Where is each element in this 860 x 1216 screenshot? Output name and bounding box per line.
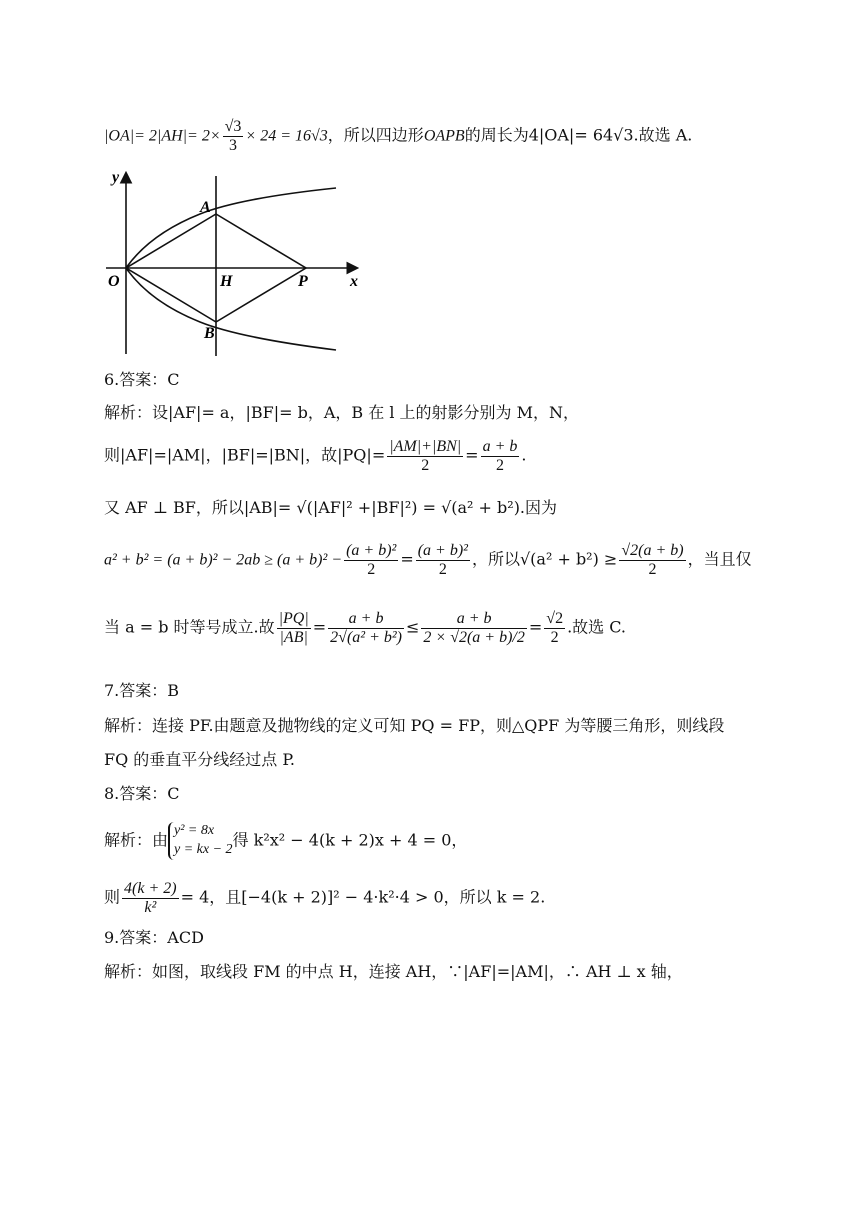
label-h: H <box>220 273 233 290</box>
fraction-sqrt3-over-3: $\frac{√3}{3}$ <box>224 118 242 154</box>
fraction-pq-over-ab: $\frac{|PQ|}{|AB|}$ <box>278 610 309 646</box>
explanation-6-line1: 解析：设|AF|= a，|BF|= b，A，B 在 l 上的射影分别为 M，N， <box>104 403 580 422</box>
equation-system: y² = 8x y = kx − 2 <box>168 822 233 860</box>
explanation-9-line1: 解析：如图，取线段 FM 的中点 H，连接 AH，∵|AF|=|AM|，∴ AH ⊥ x 轴， <box>104 962 683 981</box>
explanation-6-line2: 则|AF|=|AM|，|BF|=|BN|，故|PQ|= $\frac{|AM|+|BN|}{2}$ = $\frac{a + b}{2}$ . <box>104 438 527 474</box>
fraction-ab-sq-over-2: $\frac{\text{(a + b)²}}{2}$ <box>346 542 397 578</box>
label-x: x <box>350 273 358 290</box>
explanation-8-line2: 则 $\frac{4(k + 2)}{\text{k²}}$ = 4，且[−4(k + 2)]² − 4·k²·4 > 0，所以 k = 2. <box>104 880 546 916</box>
label-o: O <box>108 273 120 290</box>
fraction-sqrt2-over-2: $\frac{√2}{2}$ <box>546 610 564 646</box>
answer-7: 7.答案：B <box>104 681 180 700</box>
fraction-a-plus-b: $\frac{a + b}{2}$ <box>482 438 518 474</box>
quad-name: OAPB <box>423 127 465 145</box>
answer-8: 8.答案：C <box>104 784 180 803</box>
explanation-7-line2: FQ 的垂直平分线经过点 P. <box>104 750 296 769</box>
explanation-8-line1: 解析：由 y² = 8x y = kx − 2 得 k²x² − 4(k + 2)x + 4 = 0， <box>104 822 467 860</box>
label-p: P <box>298 273 308 290</box>
fraction-ab-over-2sqrt: $\frac{a + b}{\text{2√(a² + b²)}}$ <box>330 610 402 646</box>
fraction-ab-over-2x: $\frac{a + b}{2 \times √2(a + b)/2}$ <box>423 610 525 646</box>
explanation-6-line4: a² + b² = (a + b)² − 2ab ≥ (a + b)² − $\frac{\text{(a + b)²}}{2}$ = $\frac{\text{(a + b)²}}{2}$ ，所以√(a² + b²) ≥ $\frac{√2(a + b)}{2}$ ，当且仅 <box>104 542 752 578</box>
line-oa-perimeter <box>104 118 692 154</box>
label-y: y <box>112 169 120 186</box>
text-perimeter: 的周长为4|OA|= 64√3.故选 A. <box>464 125 693 145</box>
parabola-figure <box>100 168 360 358</box>
explanation-6-line5: 当 a = b 时等号成立.故 $\frac{|PQ|}{|AB|}$ = $\frac{a + b}{\text{2√(a² + b²)}}$ ≤ $\frac{a + b}{2 \times √2(a + b)/2}$ = $\frac{√2}{2}$ .故选 C. <box>104 610 626 646</box>
answer-6: 6.答案：C <box>104 370 180 389</box>
answer-9: 9.答案：ACD <box>104 928 204 947</box>
explanation-6-line3: 又 AF ⊥ BF，所以|AB|= √(|AF|² +|BF|²) = √(a² + b²).因为 <box>104 498 558 517</box>
fraction-sqrt2-ab-over-2: $\frac{√2(a + b)}{2}$ <box>621 542 684 578</box>
explanation-7-line1: 解析：连接 PF.由题意及抛物线的定义可知 PQ = FP，则△QPF 为等腰三角形，则线段 <box>104 716 725 735</box>
fraction-4k2-over-k2: $\frac{4(k + 2)}{\text{k²}}$ <box>124 880 177 916</box>
fraction-ab-sq-over-2-b: $\frac{\text{(a + b)²}}{2}$ <box>417 542 468 578</box>
fraction-am-bn: $\frac{|AM|+|BN|}{2}$ <box>389 438 462 474</box>
oa-equation-tail: × 24 = 16√3 <box>245 127 328 145</box>
oa-equation: |OA|= 2|AH|= 2× <box>104 127 221 145</box>
text-so-quadrilateral: ，所以四边形 <box>327 125 424 145</box>
label-b: B <box>204 325 215 342</box>
label-a: A <box>200 199 211 216</box>
